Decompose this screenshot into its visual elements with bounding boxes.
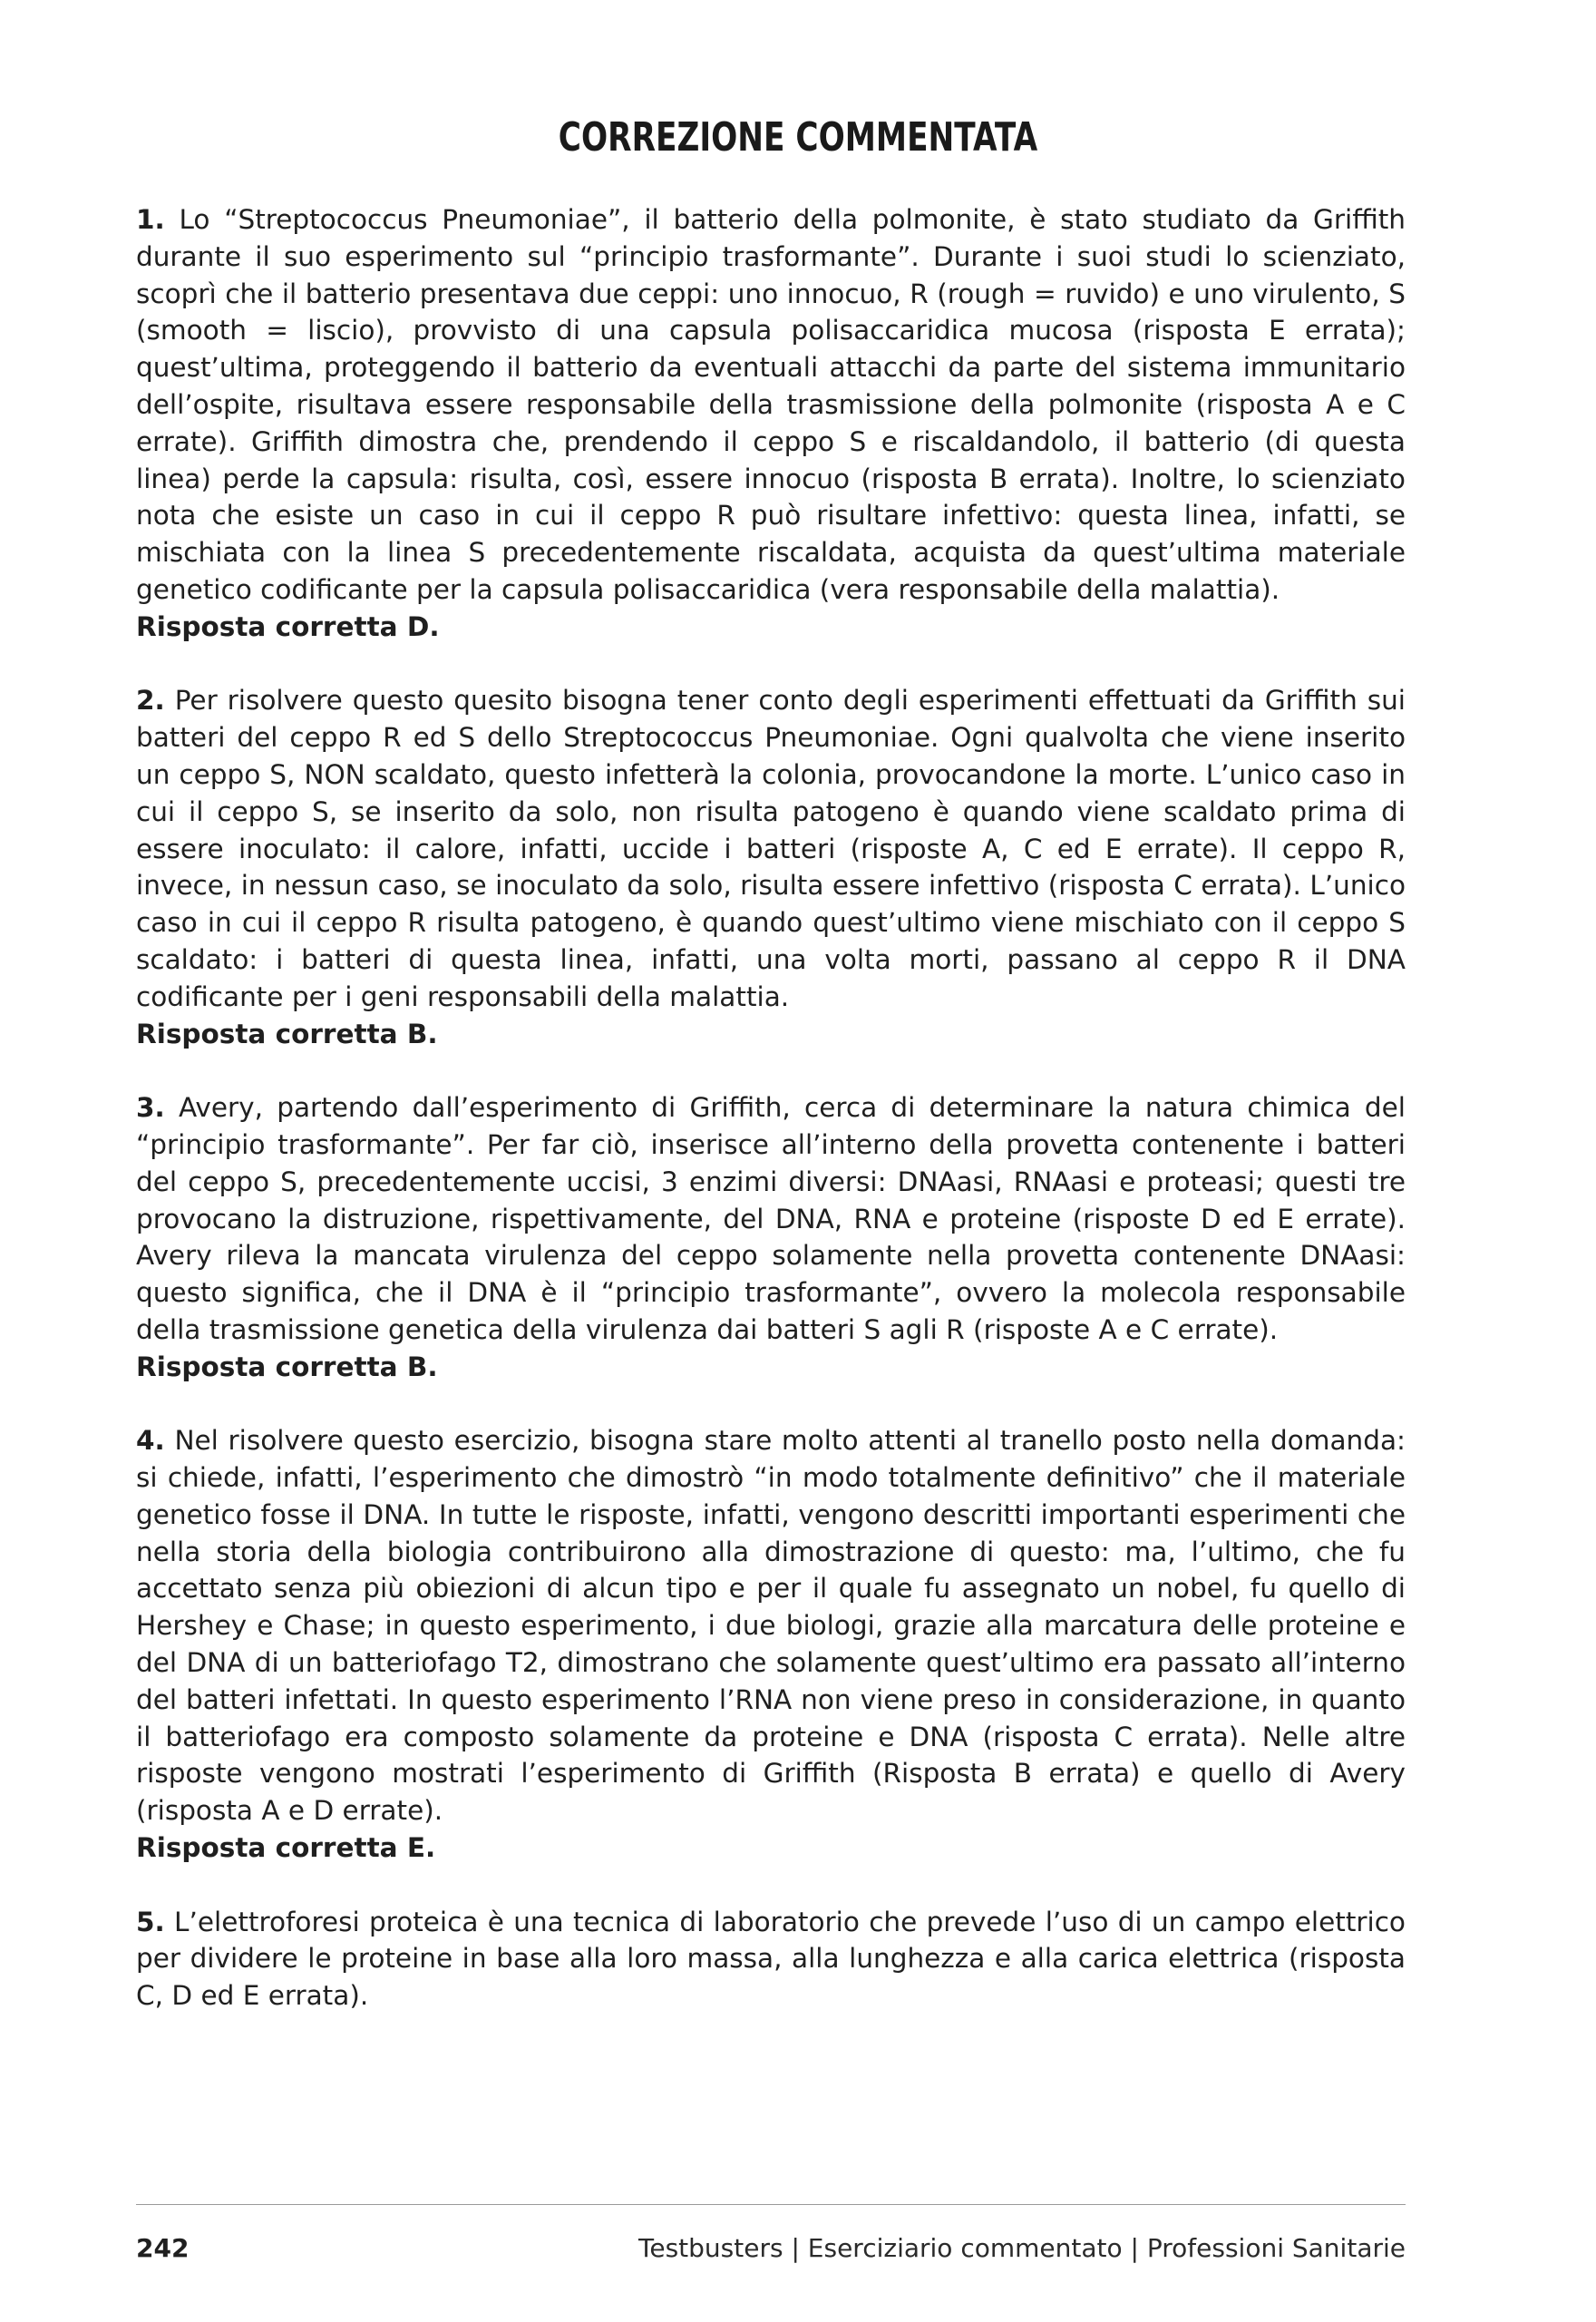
answer-paragraph (136, 1089, 1406, 1349)
item-text: L’elettroforesi proteica è una tecnica di laboratorio che prevede l’uso di un campo elettrico per dividere le proteine in base alla loro massa, alla lunghezza e alla carica elettrica (risposta C, D ed E errata). (136, 1906, 1406, 2012)
answer-paragraph (136, 201, 1406, 609)
item-text: Per risolvere questo quesito bisogna tener conto degli esperimenti effettuati da Griffith sui batteri del ceppo R ed S dello Streptococcus Pneumoniae. Ogni qualvolta che viene inserito un ceppo S, NON scaldato, questo infetterà la colonia, provocandone la morte. L’unico caso in cui il ceppo S, se inserito da solo, non risulta patogeno è quando viene scaldato prima di essere inoculato: il calore, infatti, uccide i batteri (risposte A, C ed E errate). Il ceppo R, invece, in nessun caso, se inoculato da solo, risulta essere infettivo (risposta C errata). L’unico caso in cui il ceppo R risulta patogeno, è quando quest’ultimo viene mischiato con il ceppo S scaldato: i batteri di questa linea, infatti, una volta morti, passano al ceppo R il DNA codificante per i geni responsabili della malattia. (136, 685, 1406, 1012)
answer-item-1 (136, 201, 1406, 646)
correct-answer: Risposta corretta D. (136, 610, 440, 642)
correct-answer: Risposta corretta E. (136, 1832, 436, 1864)
answer-item-3 (136, 1089, 1406, 1385)
footer-text: Testbusters | Eserciziario commentato | Professioni Sanitarie (638, 2233, 1406, 2263)
answer-paragraph (136, 1422, 1406, 1829)
item-text: Avery, partendo dall’esperimento di Griffith, cerca di determinare la natura chimica del “principio trasformante”. Per far ciò, inserisce all’interno della provetta contenente i batteri del ceppo S, precedentemente uccisi, 3 enzimi diversi: DNAasi, RNAasi e proteasi; questi tre provocano la distruzione, rispettivamente, del DNA, RNA e proteine (risposte D ed E errate). Avery rileva la mancata virulenza del ceppo solamente nella provetta contenente DNAasi: questo significa, che il DNA è il “principio trasformante”, ovvero la molecola responsabile della trasmissione genetica della virulenza dai batteri S agli R (risposte A e C errate). (136, 1092, 1406, 1345)
answer-paragraph (136, 1904, 1406, 2015)
item-number: 5. (136, 1906, 165, 1937)
item-text: Nel risolvere questo esercizio, bisogna stare molto attenti al tranello posto nella domanda: si chiede, infatti, l’esperimento che dimostrò “in modo totalmente definitivo” che il materiale genetico fosse il DNA. In tutte le risposte, infatti, vengono descritti importanti esperimenti che nella storia della biologia contribuirono alla dimostrazione di questo: ma, l’ultimo, che fu accettato senza più obiezioni di alcun tipo e per il quale fu assegnato un nobel, fu quello di Hershey e Chase; in questo esperimento, i due biologi, grazie alla marcatura delle proteine e del DNA di un batteriofago T2, dimostrano che solamente quest’ultimo era passato all’interno del batteri infettati. In questo esperimento l’RNA non viene preso in considerazione, in quanto il batteriofago era composto solamente da proteine e DNA (risposta C errata). Nelle altre risposte vengono mostrati l’esperimento di Griffith (Risposta B errata) e quello di Avery (risposta A e D errate). (136, 1425, 1406, 1827)
answer-paragraph (136, 682, 1406, 1015)
footer-divider (136, 2204, 1406, 2205)
item-text: Lo “Streptococcus Pneumoniae”, il batterio della polmonite, è stato studiato da Griffith durante il suo esperimento sul “principio trasformante”. Durante i suoi studi lo scienziato, scoprì che il batterio presentava due ceppi: uno innocuo, R (rough = ruvido) e uno virulento, S (smooth = liscio), provvisto di una capsula polisaccaridica mucosa (risposta E errata); quest’ultima, proteggendo il batterio da eventuali attacchi da parte del sistema immunitario dell’ospite, risultava essere responsabile della trasmissione della polmonite (risposta A e C errate). Griffith dimostra che, prendendo il ceppo S e riscaldandolo, il batterio (di questa linea) perde la capsula: risulta, così, essere innocuo (risposta B errata). Inoltre, lo scienziato nota che esiste un caso in cui il ceppo R può risultare infettivo: questa linea, infatti, se mischiata con la linea S precedentemente riscaldata, acquista da quest’ultima materiale genetico codificante per la capsula polisaccaridica (vera responsabile della malattia). (136, 204, 1406, 605)
correct-answer: Risposta corretta B. (136, 1351, 438, 1382)
item-number: 3. (136, 1092, 165, 1124)
correct-answer: Risposta corretta B. (136, 1018, 438, 1049)
item-number: 1. (136, 204, 165, 235)
item-number: 4. (136, 1425, 165, 1457)
answer-item-5 (136, 1904, 1406, 2015)
answer-item-4 (136, 1422, 1406, 1867)
item-number: 2. (136, 685, 165, 717)
content-body (136, 201, 1406, 2052)
page-number: 242 (136, 2233, 190, 2263)
answer-item-2 (136, 682, 1406, 1052)
page-title: CORREZIONE COMMENTATA (558, 114, 1038, 161)
